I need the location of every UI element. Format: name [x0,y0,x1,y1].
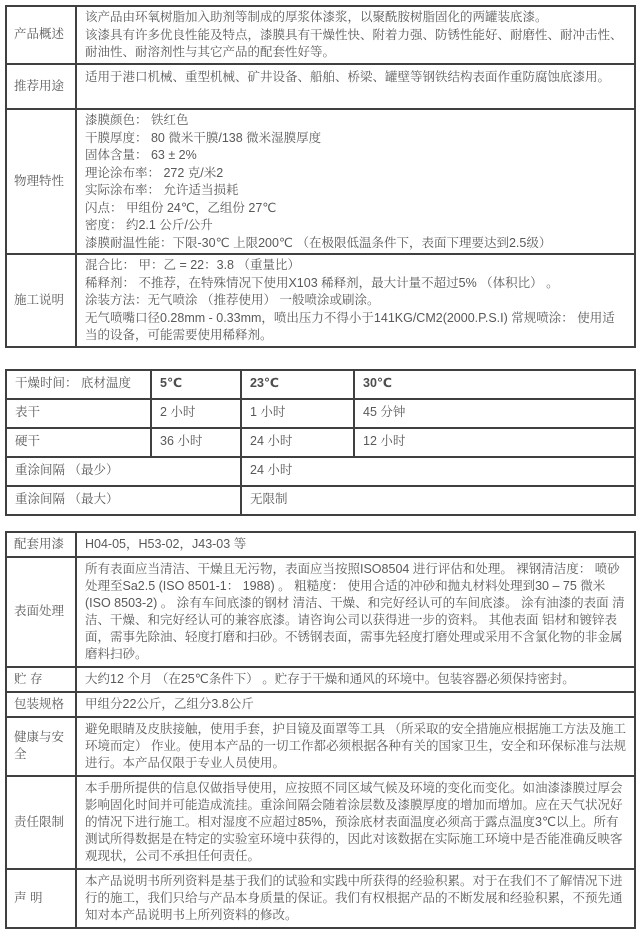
table-row [6,869,635,928]
content-paragraph: 实际涂布率： 允许适当损耗 [85,183,239,197]
row-label: 健康与安全 [6,717,76,776]
row-label: 表面处理 [6,557,76,667]
content-paragraph: 闪点： 甲组份 24℃，乙组份 27℃ [85,200,277,215]
drying-row-label: 重涂间隔 （最大） [6,486,241,515]
row-content [76,557,635,667]
info-table-body [6,532,635,928]
drying-row [6,399,635,428]
temperature-header: 30℃ [354,370,635,399]
content-paragraph: 无气喷嘴口径0.28mm - 0.33mm，喷出压力不得小于141KG/CM2(2000.P.S.I) 常规喷涂： 使用适当的设备，可能需要使用稀释剂。 [85,310,615,342]
table-row [6,254,635,347]
row-content [76,667,635,692]
drying-value: 12 小时 [354,428,635,457]
content-paragraph: 理论涂布率： 272 克/米2 [85,165,224,180]
drying-span-value: 24 小时 [241,457,635,486]
table-row [6,692,635,717]
temperature-header: 23℃ [241,370,354,399]
row-label: 贮 存 [6,667,76,692]
table-row [6,532,635,557]
content-paragraph: 干膜厚度： 80 微米干膜/138 微米湿膜厚度 [85,130,322,145]
drying-row-label: 重涂间隔 （最少） [6,457,241,486]
drying-value: 2 小时 [151,399,241,428]
content-paragraph: 大约12 个月 （在25℃条件下） 。贮存于干燥和通风的环境中。包装容器必须保持密封。 [85,671,575,686]
drying-value: 1 小时 [241,399,354,428]
table-row [6,6,635,64]
row-content [76,64,635,110]
drying-span-row [6,486,635,515]
temperature-header: 5℃ [151,370,241,399]
content-paragraph: 固体含量： 63 ± 2% [85,148,197,162]
content-paragraph: 漆膜颜色： 铁红色 [85,113,189,127]
content-paragraph: 本产品说明书所列资料是基于我们的试验和实践中所获得的经验积累。对于在我们不了解情况下进行的施工，我们只给与产品本身质量的保证。我们有权根据产品的不断发展和经验积累，不预先通知对本产品说明书上所列资料的修改。 [85,873,623,922]
drying-header-label: 干燥时间： 底材温度 [6,370,151,399]
drying-time-table-body [6,370,635,515]
content-paragraph: H04-05，H53-02，J43-03 等 [85,536,247,551]
row-label: 产品概述 [6,6,76,64]
drying-span-row [6,457,635,486]
drying-span-value: 无限制 [241,486,635,515]
row-label: 配套用漆 [6,532,76,557]
content-paragraph: 适用于港口机械、重型机械、矿井设备、船舶、桥梁、罐壁等钢铁结构表面作重防腐蚀底漆用。 [85,69,611,84]
product-spec-table [5,5,636,348]
row-content [76,109,635,254]
row-content [76,532,635,557]
row-content [76,776,635,869]
drying-value: 45 分钟 [354,399,635,428]
row-label: 声 明 [6,869,76,928]
content-paragraph: 本手册所提供的信息仅做指导使用，应按照不同区域气候及环境的变化而变化。如油漆漆膜过厚会影响固化时间并可能造成流挂。重涂间隔会随着涂层数及漆膜厚度的增加而增加。应在天气状况好的情况下进行施工。相对湿度不应超过85%，预涂底材表面温度必须高于露点温度3℃以上。所有测试所得数据是在特定的实验室环境中获得的，因此对该数据在实际施工环境中是否能准确反映客观现状，公司不承担任何责任。 [85,780,623,863]
row-content [76,6,635,64]
content-paragraph: 该产品由环氧树脂加入助剂等制成的厚浆体漆浆，以聚酰胺树脂固化的两罐装底漆。 [85,10,548,24]
content-paragraph: 涂装方法：无气喷涂 （推荐使用） 一般喷涂或刷涂。 [85,293,380,307]
row-label: 责任限制 [6,776,76,869]
content-paragraph: 混合比： 甲：乙 = 22：3.8 （重量比） [85,258,300,272]
row-label: 施工说明 [6,254,76,347]
drying-time-table [5,369,636,516]
info-table [5,531,636,929]
table-row [6,776,635,869]
content-paragraph: 漆膜耐温性能：下限-30℃ 上限200℃ （在极限低温条件下，表面下理要达到2.5级） [85,235,552,250]
product-spec-table-body [6,6,635,347]
table-row [6,717,635,776]
row-label: 推荐用途 [6,64,76,110]
row-content [76,254,635,347]
drying-row-label: 表干 [6,399,151,428]
row-label: 物理特性 [6,109,76,254]
table-row [6,64,635,110]
drying-row [6,428,635,457]
drying-value: 36 小时 [151,428,241,457]
row-content [76,717,635,776]
drying-header-row [6,370,635,399]
drying-row-label: 硬干 [6,428,151,457]
table-row [6,667,635,692]
table-row [6,557,635,667]
row-content [76,692,635,717]
row-label: 包装规格 [6,692,76,717]
content-paragraph: 避免眼睛及皮肤接触，使用手套，护目镜及面罩等工具 （所采取的安全措施应根据施工方法及施工环境而定） 作业。使用本产品的一切工作都必须根据各种有关的国家卫生，安全和环保标准与法规进行。本产品仅限于专业人员使用。 [85,721,626,770]
content-paragraph: 该漆具有许多优良性能及特点，漆膜具有干燥性快、附着力强、防锈性能好、耐磨性、耐冲击性、耐油性、耐溶剂性与其它产品的配套性好等。 [85,27,623,59]
drying-value: 24 小时 [241,428,354,457]
content-paragraph: 甲组分22公斤，乙组分3.8公斤 [85,696,254,711]
content-paragraph: 密度： 约2.1 公斤/公升 [85,218,213,232]
row-content [76,869,635,928]
content-paragraph: 稀释剂： 不推荐，在特殊情况下使用X103 稀释剂，最大计量不超过5% （体积比） 。 [85,275,559,290]
table-row [6,109,635,254]
content-paragraph: 所有表面应当清洁、干燥且无污物，表面应当按照ISO8504 进行评估和处理。 裸钢清洁度： 喷砂处理至Sa2.5 (ISO 8501-1： 1988) 。 粗糙度： 使用合适的冲砂和抛丸材料处理到30 – 75 微米 (ISO 8503-2) 。 涂有车间底漆的钢材 清洁、干燥、和完好经认可的车间底漆。 涂有油漆的表面 清洁、干燥、和完好经认可的兼容底漆。请咨询公司以获得进一步的资料。 其他表面 铝材和镀锌表面，需事先除油、轻度打磨和扫砂。不锈钢表面，需事先轻度打磨处理或采用不含氯化物的非金属磨料扫砂。 [85,561,625,661]
